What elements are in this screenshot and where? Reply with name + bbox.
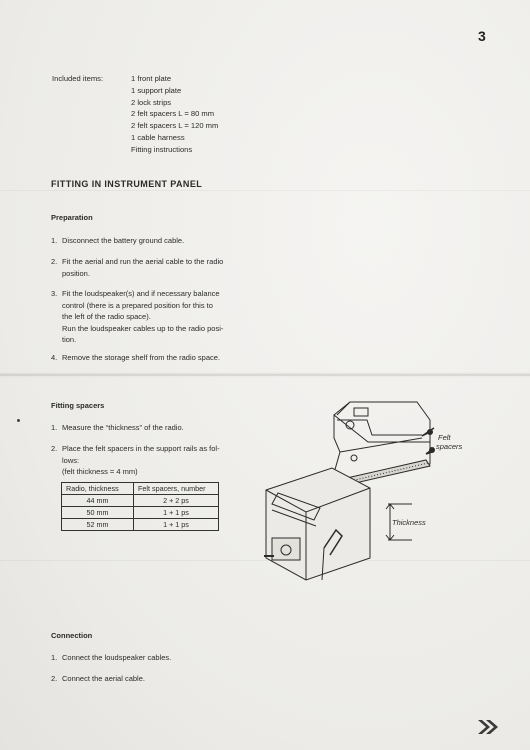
felt-label: Felt [438,433,451,442]
step-line: Fit the loudspeaker(s) and if necessary balance [62,289,220,298]
table-cell: 44 mm [62,495,134,507]
included-items-list [131,73,218,156]
table-cell: 1 + 1 ps [134,507,219,519]
included-item: 2 felt spacers L = 120 mm [131,121,219,131]
step-text [62,235,292,247]
step-number: 1. [51,653,58,662]
step-number: 2. [51,257,58,266]
step-number: 4. [51,353,58,362]
dashboard-section [266,468,370,580]
fitting-spacers-heading: Fitting spacers [51,401,105,410]
step-number: 3. [51,289,58,298]
step-text [62,443,252,478]
step-text [62,288,292,346]
paper-fold [0,190,530,191]
step-line: Run the loudspeaker cables up to the radio posi- [62,323,224,333]
included-item: 1 support plate [131,85,182,95]
support-plate [334,402,430,442]
table-row [62,519,219,531]
step-line: Measure the “thickness” of the radio. [62,423,184,432]
ink-speck [17,419,20,422]
page-number: 3 [478,28,486,44]
step-line: Connect the aerial cable. [62,674,145,683]
step-text [62,422,292,434]
table-header: Felt spacers, number [134,483,219,495]
table-row [62,495,219,507]
step-line: tion. [62,335,77,345]
step-number: 1. [51,236,58,245]
table-cell: 2 + 2 ps [134,495,219,507]
table-cell: 1 + 1 ps [134,519,219,531]
connection-heading: Connection [51,631,93,640]
step-text [62,673,292,685]
step-line: (felt thickness = 4 mm) [62,467,138,477]
spacers-label: spacers [436,442,463,451]
step-line: position. [62,268,90,278]
step-line: lows: [62,455,80,465]
step-line: Remove the storage shelf from the radio space. [62,353,220,362]
included-item: 1 front plate [131,74,172,83]
included-item: Fitting instructions [131,144,193,154]
table-header-row [62,483,219,495]
step-line: Disconnect the battery ground cable. [62,236,185,245]
table-cell: 50 mm [62,507,134,519]
step-number: 1. [51,423,58,432]
table-cell: 52 mm [62,519,134,531]
step-line: the left of the radio space). [62,312,151,322]
included-item: 2 felt spacers L = 80 mm [131,109,215,119]
next-page-arrow-icon [477,719,499,735]
thickness-label: Thickness [392,518,426,527]
included-items-label: Included items: [52,74,104,83]
support-plate-illustration [262,380,472,598]
step-number: 2. [51,674,58,683]
step-text [62,652,292,664]
step-text [62,256,292,279]
step-line: Connect the loudspeaker cables. [62,653,172,662]
table-header: Radio, thickness [62,483,134,495]
table-row [62,507,219,519]
step-line: Fit the aerial and run the aerial cable to the radio [62,257,224,266]
section-title: FITTING IN INSTRUMENT PANEL [51,179,203,189]
step-line: Place the felt spacers in the support rails as fol- [62,444,220,453]
step-text [62,352,292,364]
felt-spacer-table [61,482,219,531]
step-line: control (there is a prepared position for this to [62,300,213,310]
step-number: 2. [51,444,58,453]
preparation-heading: Preparation [51,213,93,222]
included-item: 2 lock strips [131,97,172,107]
paper-fold [0,374,530,376]
included-item: 1 cable harness [131,132,185,142]
